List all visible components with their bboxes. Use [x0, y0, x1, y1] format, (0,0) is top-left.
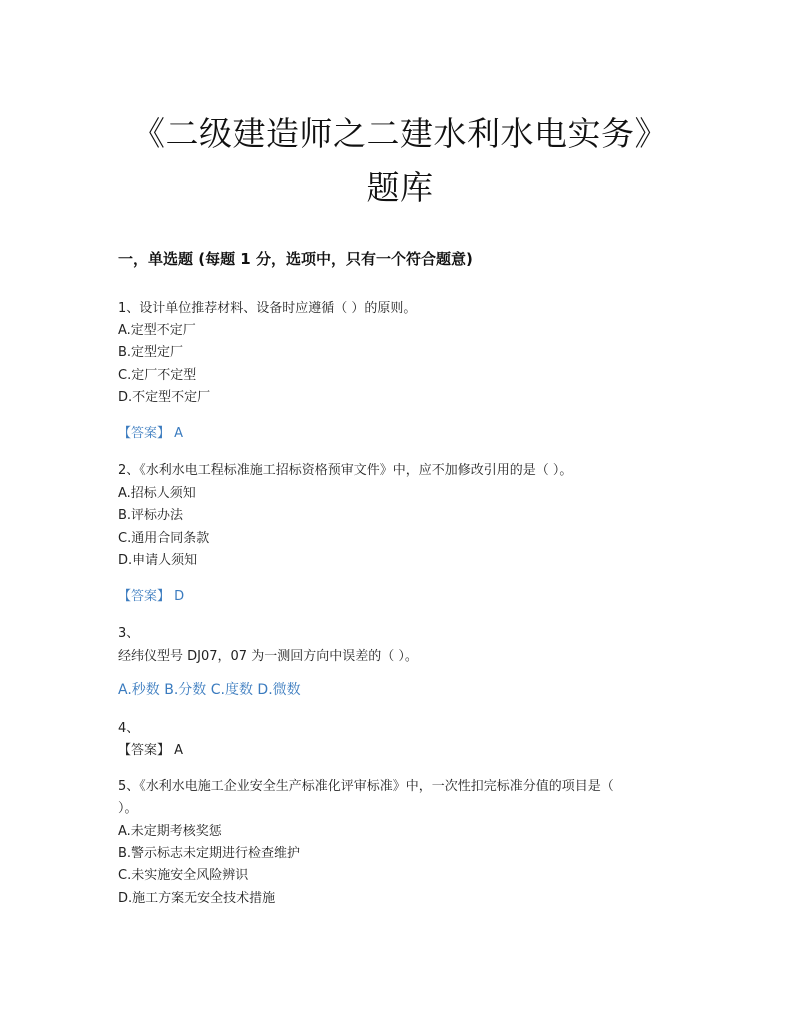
question-2-option-b: B.评标办法	[118, 508, 184, 523]
document-title-cont: 题库	[366, 168, 434, 207]
question-5-stem: 5、《水利水电施工企业安全生产标准化评审标准》中，一次性扣完标准分值的项目是（	[118, 779, 614, 794]
question-5-option-d: D.施工方案无安全技术措施	[118, 891, 276, 906]
question-1-stem: 1、设计单位推荐材料、设备时应遵循（ ）的原则。	[118, 301, 417, 316]
question-5-option-a: A.未定期考核奖惩	[118, 824, 222, 839]
question-3-number: 3、	[118, 626, 140, 641]
question-5-option-b: B.警示标志未定期进行检查维护	[118, 846, 301, 861]
question-1-option-d: D.不定型不定厂	[118, 390, 211, 405]
question-1-option-a: A.定型不定厂	[118, 323, 196, 338]
section-heading: 一，单选题 (每题 1 分，选项中，只有一个符合题意)	[118, 250, 473, 268]
question-4-answer: 【答案】 A	[118, 743, 184, 758]
question-2-option-a: A.招标人须知	[118, 486, 196, 501]
question-1-option-c: C.定厂不定型	[118, 368, 197, 383]
question-1-answer: 【答案】 A	[118, 426, 184, 441]
question-2-stem: 2、《水利水电工程标准施工招标资格预审文件》中，应不加修改引用的是（ ）。	[118, 463, 573, 478]
question-5-stem-cont: ）。	[118, 801, 138, 816]
question-3-stem: 经纬仪型号 DJ07，07 为一测回方向中误差的（ ）。	[118, 649, 418, 664]
question-2-answer: 【答案】 D	[118, 589, 185, 604]
question-2-option-d: D.申请人须知	[118, 553, 198, 568]
question-3-options: A.秒数 B.分数 C.度数 D.微数	[118, 682, 301, 698]
question-1-option-b: B.定型定厂	[118, 345, 184, 360]
question-2-option-c: C.通用合同条款	[118, 531, 210, 546]
document-title: 《二级建造师之二建水利水电实务》	[132, 114, 668, 153]
question-5-option-c: C.未实施安全风险辨识	[118, 868, 249, 883]
question-4-number: 4、	[118, 721, 140, 736]
